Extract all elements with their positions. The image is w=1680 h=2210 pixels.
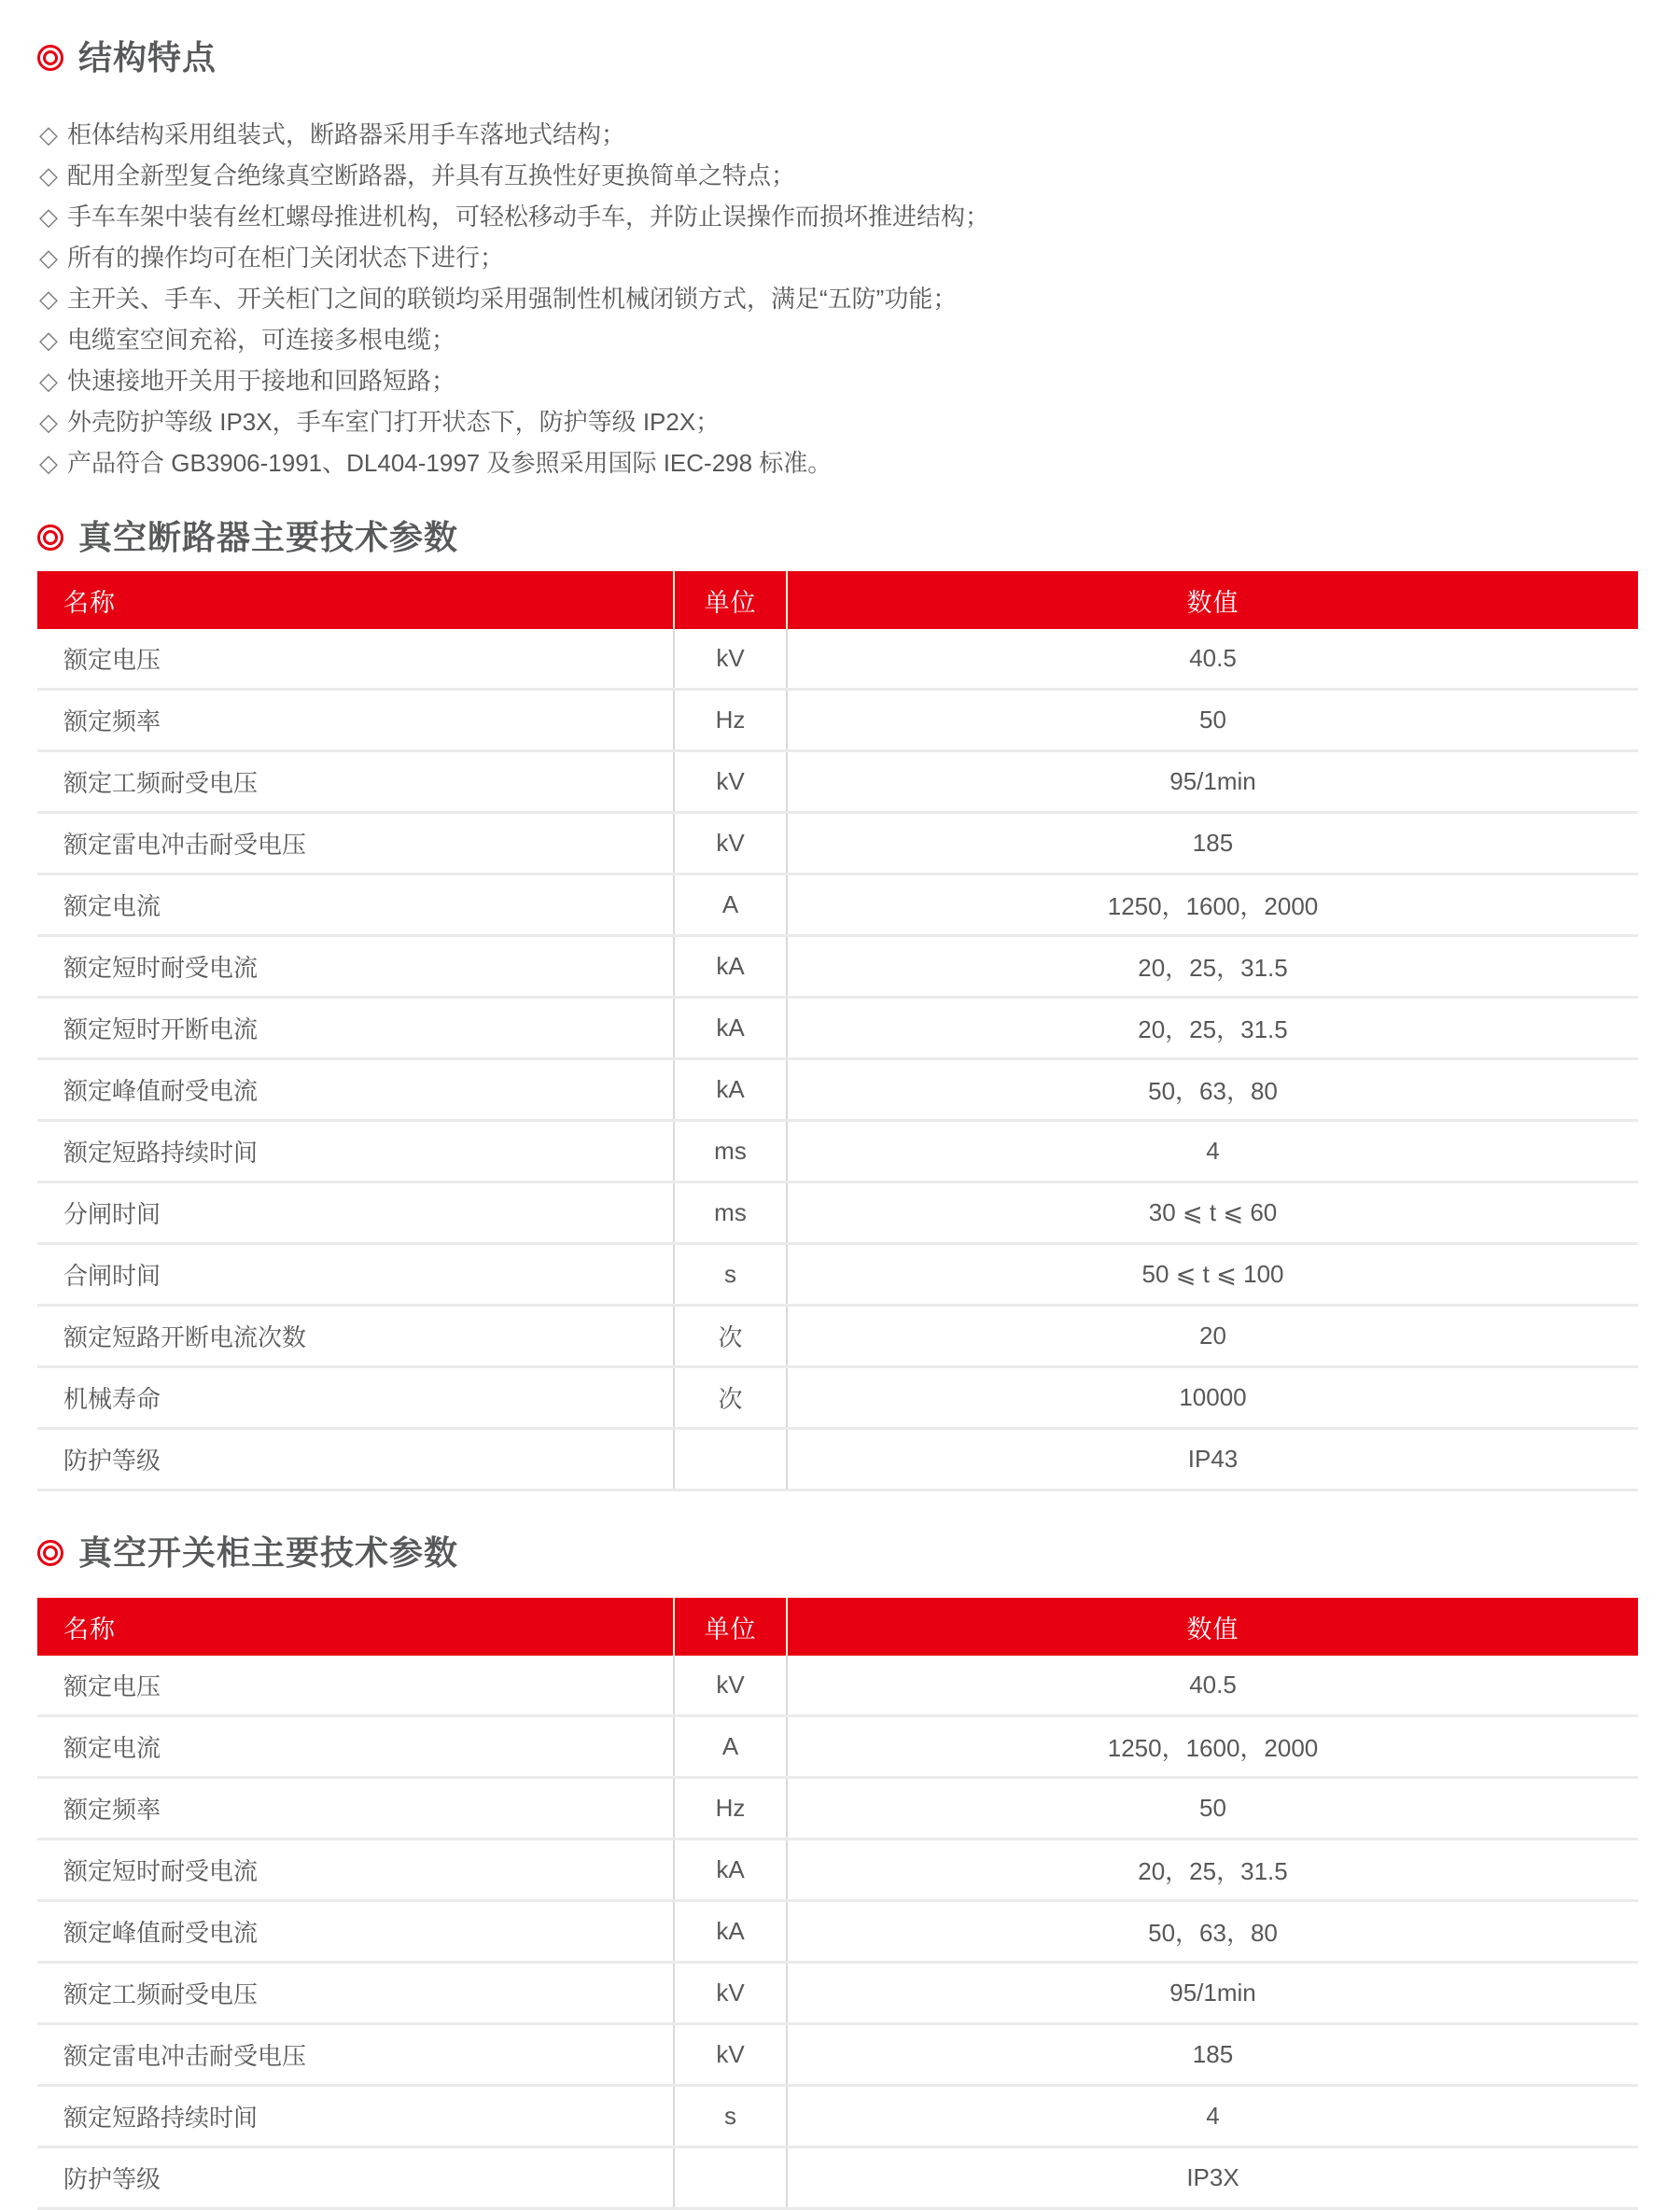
feature-list-item — [39, 237, 1638, 278]
table-row — [37, 998, 1638, 1059]
col-header-value: 数值 — [787, 571, 1638, 629]
param-value-cell: 20，25，31.5 — [787, 998, 1638, 1059]
param-name-cell: 额定峰值耐受电流 — [37, 1059, 674, 1121]
param-unit-cell: ms — [674, 1121, 787, 1182]
param-name-cell: 分闸时间 — [37, 1182, 674, 1244]
table-row — [37, 690, 1638, 751]
feature-list-item — [39, 360, 1638, 401]
param-value-cell: 50 ⩽ t ⩽ 100 — [787, 1244, 1638, 1306]
param-name-cell: 额定雷电冲击耐受电压 — [37, 813, 674, 874]
feature-list-item — [39, 196, 1638, 237]
feature-list-item — [39, 278, 1638, 319]
diamond-bullet-icon: ◇ — [39, 203, 58, 231]
table-row — [37, 629, 1638, 690]
col-header-name: 名称 — [37, 1598, 674, 1656]
param-value-cell: 185 — [787, 2024, 1638, 2086]
param-unit-cell: Hz — [674, 690, 787, 751]
param-unit-cell: kA — [674, 998, 787, 1059]
table-row — [37, 1716, 1638, 1778]
param-name-cell: 额定短路持续时间 — [37, 2086, 674, 2147]
param-value-cell: 95/1min — [787, 1963, 1638, 2024]
param-value-cell: IP3X — [787, 2147, 1638, 2209]
table-row — [37, 1656, 1638, 1716]
param-unit-cell: kV — [674, 1963, 787, 2024]
feature-list-item — [39, 114, 1638, 155]
feature-list-item — [39, 155, 1638, 196]
param-unit-cell: kA — [674, 936, 787, 998]
param-name-cell: 额定短时耐受电流 — [37, 936, 674, 998]
param-name-cell: 防护等级 — [37, 2147, 674, 2209]
table-row — [37, 2024, 1638, 2086]
param-name-cell: 额定短时开断电流 — [37, 998, 674, 1059]
feature-text: 柜体结构采用组装式，断路器采用手车落地式结构； — [67, 120, 626, 148]
diamond-bullet-icon: ◇ — [39, 367, 58, 395]
feature-text: 配用全新型复合绝缘真空断路器，并具有互换性好更换简单之特点； — [67, 161, 796, 189]
param-name-cell: 额定短路开断电流次数 — [37, 1306, 674, 1367]
feature-list-item — [39, 319, 1638, 360]
param-unit-cell: s — [674, 1244, 787, 1306]
param-unit-cell: kV — [674, 1656, 787, 1716]
param-name-cell: 额定工频耐受电压 — [37, 751, 674, 813]
diamond-bullet-icon: ◇ — [39, 285, 58, 313]
feature-text: 所有的操作均可在柜门关闭状态下进行； — [67, 244, 505, 272]
feature-text: 外壳防护等级 IP3X，手车室门打开状态下，防护等级 IP2X； — [67, 408, 721, 436]
param-unit-cell: A — [674, 874, 787, 936]
diamond-bullet-icon: ◇ — [39, 449, 58, 477]
table-header-row — [37, 571, 1638, 629]
feature-text: 手车车架中装有丝杠螺母推进机构，可轻松移动手车，并防止误操作而损坏推进结构； — [67, 203, 990, 231]
diamond-bullet-icon: ◇ — [39, 408, 58, 436]
breaker-section-title — [37, 519, 1638, 556]
param-value-cell: 20，25，31.5 — [787, 1839, 1638, 1901]
param-value-cell: 40.5 — [787, 629, 1638, 690]
param-unit-cell — [674, 1429, 787, 1490]
table-row — [37, 1963, 1638, 2024]
feature-text: 电缆室空间充裕，可连接多根电缆； — [67, 326, 456, 354]
param-unit-cell: kV — [674, 813, 787, 874]
features-title-text: 结构特点 — [78, 38, 217, 77]
param-name-cell: 额定频率 — [37, 1778, 674, 1839]
param-value-cell: 95/1min — [787, 751, 1638, 813]
col-header-unit: 单位 — [674, 571, 787, 629]
breaker-title-text: 真空断路器主要技术参数 — [78, 518, 459, 556]
param-unit-cell: s — [674, 2086, 787, 2147]
param-unit-cell: kA — [674, 1059, 787, 1121]
param-value-cell: 50 — [787, 690, 1638, 751]
param-value-cell: 50 — [787, 1778, 1638, 1839]
param-name-cell: 额定电压 — [37, 629, 674, 690]
param-unit-cell: A — [674, 1716, 787, 1778]
diamond-bullet-icon: ◇ — [39, 161, 58, 189]
param-name-cell: 机械寿命 — [37, 1367, 674, 1429]
param-value-cell: 40.5 — [787, 1656, 1638, 1716]
table-row — [37, 1121, 1638, 1182]
param-name-cell: 额定峰值耐受电流 — [37, 1901, 674, 1963]
param-value-cell: 20，25，31.5 — [787, 936, 1638, 998]
feature-text: 主开关、手车、开关柜门之间的联锁均采用强制性机械闭锁方式，满足“五防”功能； — [67, 285, 958, 313]
param-value-cell: 30 ⩽ t ⩽ 60 — [787, 1182, 1638, 1244]
param-name-cell: 额定电流 — [37, 1716, 674, 1778]
table-row — [37, 1429, 1638, 1490]
param-unit-cell: kV — [674, 629, 787, 690]
table-row — [37, 751, 1638, 813]
param-unit-cell: 次 — [674, 1306, 787, 1367]
double-ring-icon — [37, 1540, 63, 1566]
features-section-title — [37, 0, 1638, 77]
table-row — [37, 1306, 1638, 1367]
param-value-cell: 1250，1600，2000 — [787, 1716, 1638, 1778]
table-row — [37, 1901, 1638, 1963]
switchgear-section-title — [37, 1534, 1638, 1572]
param-name-cell: 额定电压 — [37, 1656, 674, 1716]
switchgear-title-text: 真空开关柜主要技术参数 — [78, 1533, 459, 1572]
param-value-cell: 185 — [787, 813, 1638, 874]
param-value-cell: 4 — [787, 2086, 1638, 2147]
table-row — [37, 1059, 1638, 1121]
param-unit-cell — [674, 2147, 787, 2209]
table-row — [37, 2086, 1638, 2147]
col-header-name: 名称 — [37, 571, 674, 629]
param-name-cell: 防护等级 — [37, 1429, 674, 1490]
table-row — [37, 2147, 1638, 2209]
col-header-unit: 单位 — [674, 1598, 787, 1656]
table-row — [37, 1367, 1638, 1429]
param-name-cell: 额定短路持续时间 — [37, 1121, 674, 1182]
param-name-cell: 额定短时耐受电流 — [37, 1839, 674, 1901]
param-value-cell: 50，63，80 — [787, 1901, 1638, 1963]
table-row — [37, 1244, 1638, 1306]
feature-text: 快速接地开关用于接地和回路短路； — [67, 367, 456, 395]
feature-list-item — [39, 401, 1638, 442]
param-unit-cell: Hz — [674, 1778, 787, 1839]
param-unit-cell: 次 — [674, 1367, 787, 1429]
table-header-row — [37, 1598, 1638, 1656]
table-row — [37, 1778, 1638, 1839]
param-value-cell: 20 — [787, 1306, 1638, 1367]
param-unit-cell: kA — [674, 1901, 787, 1963]
param-unit-cell: kV — [674, 2024, 787, 2086]
diamond-bullet-icon: ◇ — [39, 244, 58, 272]
param-value-cell: 1250，1600，2000 — [787, 874, 1638, 936]
table-row — [37, 813, 1638, 874]
param-unit-cell: kV — [674, 751, 787, 813]
param-name-cell: 额定工频耐受电压 — [37, 1963, 674, 2024]
switchgear-params-table — [37, 1598, 1638, 2210]
param-name-cell: 额定频率 — [37, 690, 674, 751]
feature-text: 产品符合 GB3906-1991、DL404-1997 及参照采用国际 IEC-298 标准。 — [67, 449, 833, 477]
feature-list-item — [39, 442, 1638, 483]
table-row — [37, 874, 1638, 936]
table-row — [37, 936, 1638, 998]
param-name-cell: 额定电流 — [37, 874, 674, 936]
double-ring-icon — [37, 45, 63, 71]
param-value-cell: 4 — [787, 1121, 1638, 1182]
param-value-cell: 50，63，80 — [787, 1059, 1638, 1121]
diamond-bullet-icon: ◇ — [39, 120, 58, 148]
param-name-cell: 合闸时间 — [37, 1244, 674, 1306]
table-row — [37, 1182, 1638, 1244]
breaker-params-table — [37, 571, 1638, 1491]
param-unit-cell: ms — [674, 1182, 787, 1244]
col-header-value: 数值 — [787, 1598, 1638, 1656]
param-unit-cell: kA — [674, 1839, 787, 1901]
param-value-cell: IP43 — [787, 1429, 1638, 1490]
diamond-bullet-icon: ◇ — [39, 326, 58, 354]
features-list — [37, 114, 1638, 483]
double-ring-icon — [37, 525, 63, 551]
param-value-cell: 10000 — [787, 1367, 1638, 1429]
table-row — [37, 1839, 1638, 1901]
param-name-cell: 额定雷电冲击耐受电压 — [37, 2024, 674, 2086]
